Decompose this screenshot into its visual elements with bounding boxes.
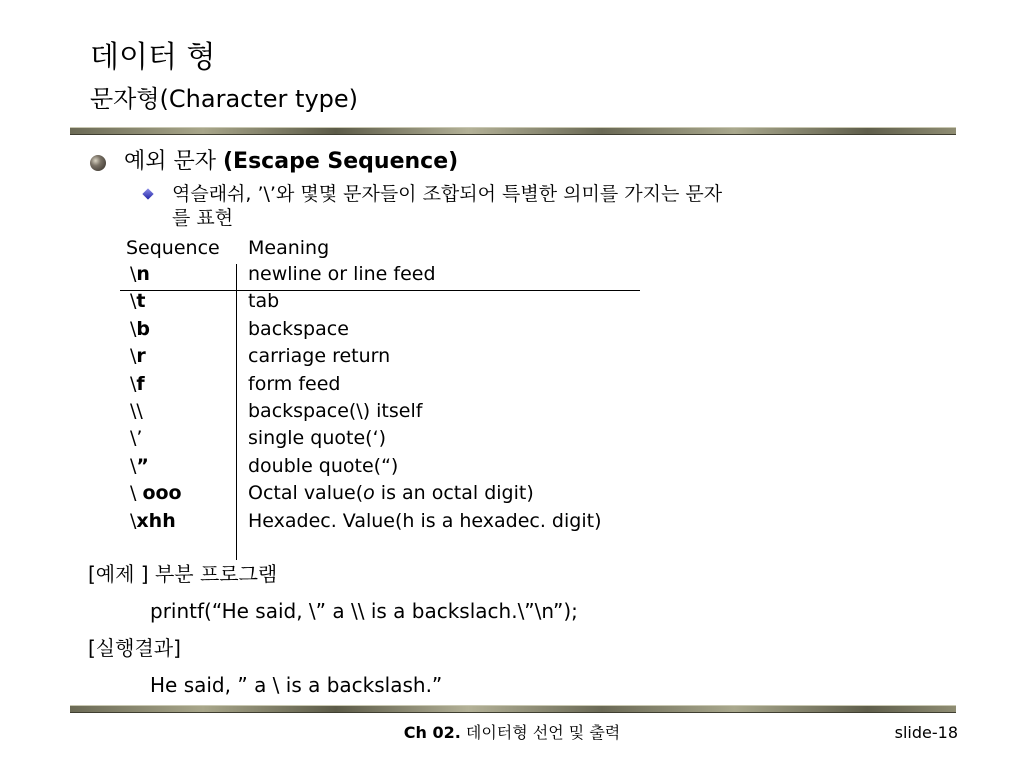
table-column-rule: [236, 264, 237, 560]
meaning-italic: o: [363, 482, 375, 504]
meaning-suffix: is an octal digit): [374, 482, 534, 504]
slide-title: 데이터 형: [90, 40, 216, 75]
meaning-text: tab: [248, 290, 280, 312]
meaning-text: newline or line feed: [248, 263, 436, 285]
result-label: [실행결과]: [88, 636, 181, 660]
table-row-meaning: [248, 262, 436, 286]
bottom-divider: [70, 705, 956, 713]
table-row-meaning: [248, 399, 422, 423]
sequence-char: r: [136, 345, 146, 367]
table-row-sequence: [130, 454, 149, 478]
table-header-sequence: Sequence: [126, 237, 220, 259]
table-row-meaning: [248, 481, 534, 505]
meaning-text: backspace: [248, 318, 349, 340]
table-row-sequence: [130, 426, 142, 450]
sequence-prefix: \: [130, 455, 137, 477]
meaning-text: Hexadec. Value(h is a hexadec. digit): [248, 510, 602, 532]
sequence-prefix: \: [130, 345, 137, 367]
sequence-prefix: \: [130, 373, 137, 395]
table-row-sequence: [130, 399, 143, 423]
table-row-sequence: [130, 289, 146, 313]
sequence-prefix: \: [130, 510, 137, 532]
table-row-meaning: [248, 289, 279, 313]
sequence-char: f: [136, 373, 145, 395]
sub-bullet-line1: 역슬래쉬, ’\’와 몇몇 문자들이 조합되어 특별한 의미를 가지는 문자: [172, 183, 723, 205]
table-header-meaning: Meaning: [248, 237, 330, 259]
heading-english: (Escape Sequence): [223, 149, 459, 174]
table-header-rule: [120, 290, 640, 291]
bullet-heading: [124, 147, 458, 177]
table-row-sequence: [130, 509, 176, 533]
meaning-text: carriage return: [248, 345, 391, 367]
table-row-sequence: [130, 481, 182, 505]
sequence-prefix: \: [130, 290, 137, 312]
table-row-meaning: [248, 509, 601, 533]
footer-chapter: [0, 722, 1024, 744]
bullet-icon: [90, 155, 106, 171]
meaning-text: form feed: [248, 373, 341, 395]
table-row-sequence: [130, 262, 150, 286]
table-row-sequence: [130, 344, 146, 368]
sequence-prefix: \: [130, 263, 137, 285]
sequence-char: n: [136, 263, 150, 285]
table-row-meaning: [248, 426, 386, 450]
table-row-sequence: [130, 317, 150, 341]
sequence-char: xhh: [136, 510, 176, 532]
sequence-prefix: \: [130, 318, 137, 340]
meaning-text: backspace(\) itself: [248, 400, 423, 422]
table-row-meaning: [248, 344, 390, 368]
heading-korean: 예외 문자: [124, 149, 223, 174]
sequence-prefix: \: [130, 482, 143, 504]
sequence-char: t: [136, 290, 146, 312]
slide-subtitle: 문자형(Character type): [90, 85, 359, 113]
slide-number: slide-18: [894, 723, 958, 742]
sequence-char: ooo: [142, 482, 182, 504]
table-row-meaning: [248, 317, 349, 341]
table-row-sequence: [130, 372, 145, 396]
table-row-meaning: [248, 454, 398, 478]
sub-bullet-line2: 를 표현: [172, 207, 234, 229]
example-label: [예제 ] 부분 프로그램: [88, 562, 278, 586]
result-output: He said, ” a \ is a backslash.”: [150, 673, 443, 697]
sequence-prefix: \\: [130, 400, 143, 422]
meaning-text: Octal value(: [248, 482, 364, 504]
footer-chapter-title: 데이터형 선언 및 출력: [460, 723, 621, 742]
meaning-text: single quote(‘): [248, 427, 387, 449]
footer-chapter-number: Ch 02.: [403, 723, 461, 742]
diamond-bullet-icon: [142, 188, 153, 199]
sequence-prefix: \’: [130, 427, 143, 449]
example-code: printf(“He said, \” a \\ is a backslach.\”\n”);: [150, 599, 578, 623]
meaning-text: double quote(“): [248, 455, 399, 477]
top-divider: [70, 127, 956, 135]
table-row-meaning: [248, 372, 340, 396]
sequence-char: b: [136, 318, 151, 340]
sequence-char: ”: [136, 455, 149, 477]
